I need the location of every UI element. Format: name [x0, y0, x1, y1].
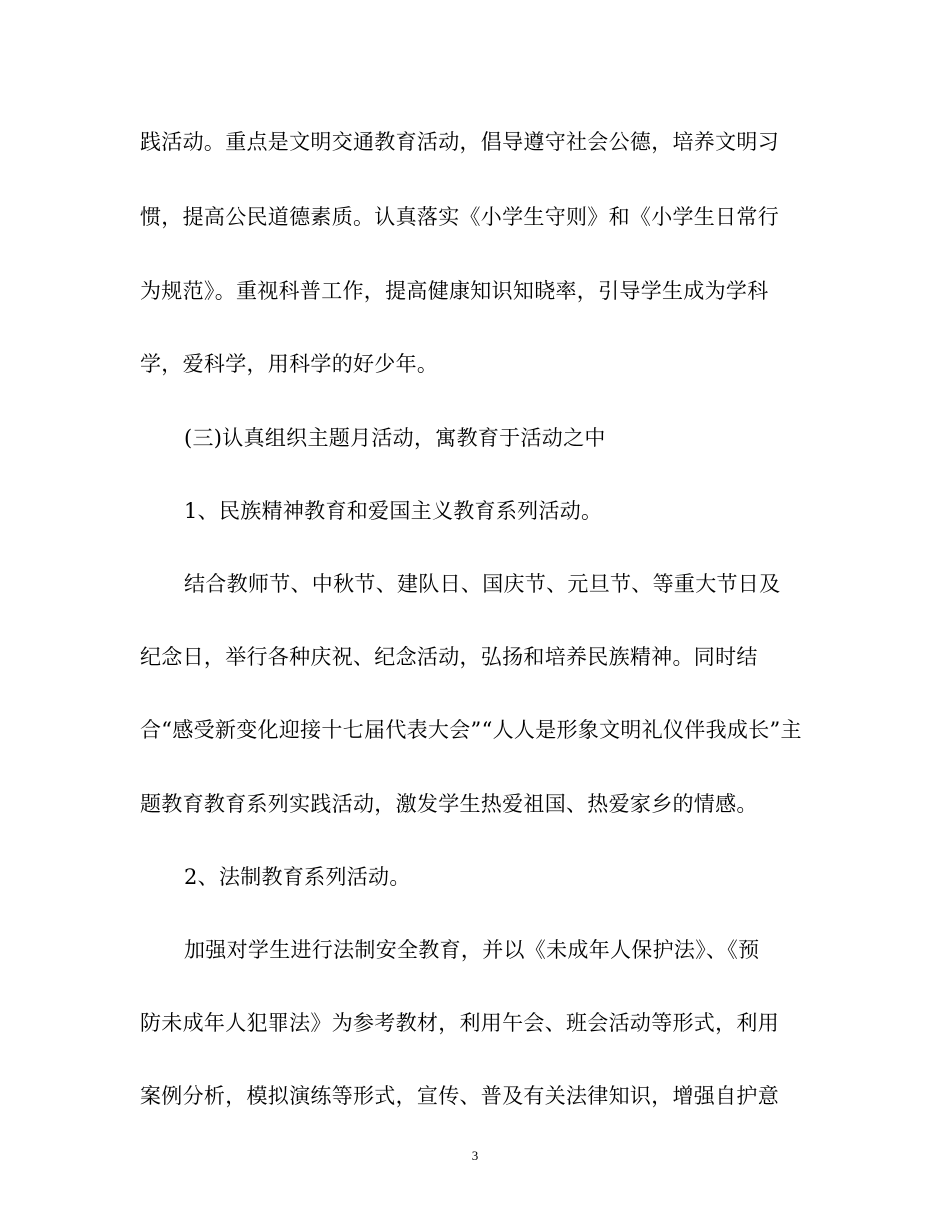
- body-text-line: 题教育教育系列实践活动，激发学生热爱祖国、热爱家乡的情感。: [140, 792, 758, 816]
- body-text-line: 纪念日，举行各种庆祝、纪念活动，弘扬和培养民族精神。同时结: [140, 645, 758, 669]
- body-text-line: 案例分析，模拟演练等形式，宣传、普及有关法律知识，增强自护意: [140, 1084, 779, 1108]
- body-text-line: 学，爱科学，用科学的好少年。: [140, 352, 439, 376]
- body-text-line: 惯，提高公民道德素质。认真落实《小学生守则》和《小学生日常行: [140, 205, 779, 229]
- page-number: 3: [471, 1148, 479, 1163]
- body-text-line: 践活动。重点是文明交通教育活动，倡导遵守社会公德，培养文明习: [140, 130, 779, 154]
- section-heading: (三)认真组织主题月活动，寓教育于活动之中: [184, 426, 606, 450]
- body-text-line: 结合教师节、中秋节、建队日、国庆节、元旦节、等重大节日及: [184, 572, 781, 596]
- subsection-heading: 1、民族精神教育和爱国主义教育系列活动。: [184, 499, 603, 523]
- body-text-line: 防未成年人犯罪法》为参考教材，利用午会、班会活动等形式，利用: [140, 1011, 779, 1035]
- body-text-line: 加强对学生进行法制安全教育，并以《未成年人保护法》、《预: [184, 938, 760, 962]
- body-text-line: 为规范》。重视科普工作，提高健康知识知晓率，引导学生成为学科: [140, 279, 769, 303]
- body-text-line: 合“感受新变化迎接十七届代表大会”“人人是形象文明礼仪伴我成长”主: [140, 718, 802, 742]
- subsection-heading: 2、法制教育系列活动。: [184, 865, 411, 889]
